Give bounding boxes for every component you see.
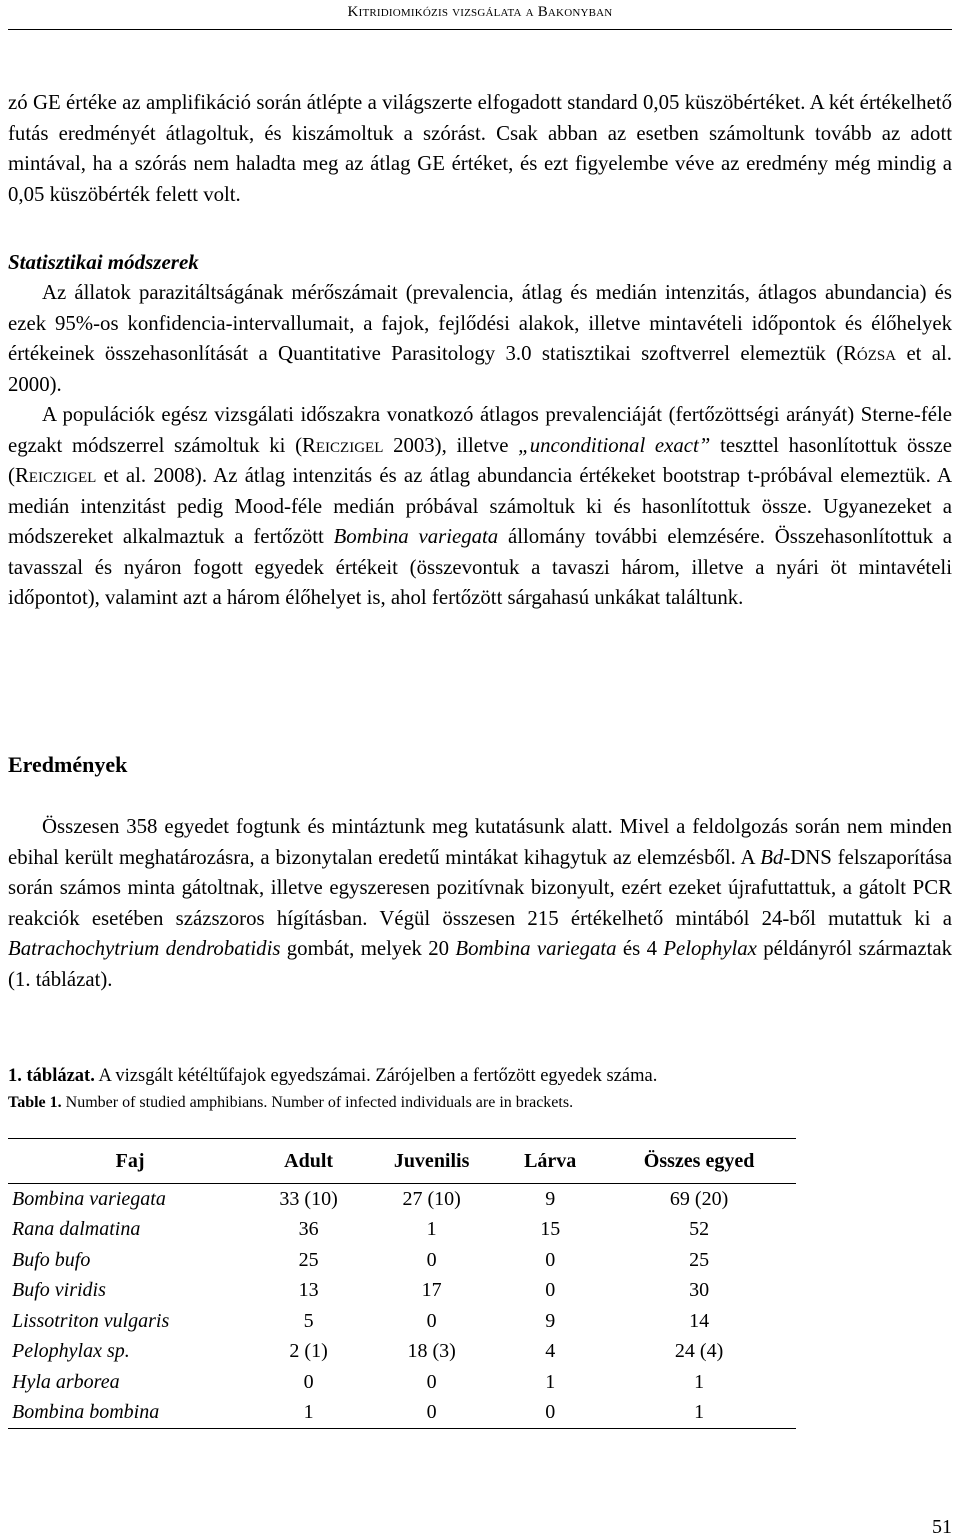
cell-total: 69 (20): [669, 1187, 729, 1210]
stats-heading: Statisztikai módszerek: [8, 250, 199, 274]
cell-juvenilis: 0: [365, 1398, 498, 1429]
cell-adult: 2 (1): [289, 1340, 328, 1363]
cell-larva: 0: [545, 1248, 556, 1271]
table-row: [8, 1245, 796, 1276]
table-row: [8, 1398, 796, 1429]
cell-species: Rana dalmatina: [12, 1218, 141, 1241]
term-unconditional-exact: „unconditional exact”: [518, 433, 711, 457]
cell-species: Lissotriton vulgaris: [12, 1309, 170, 1332]
results-text-c: gombát, melyek 20: [280, 937, 456, 960]
author-reiczigel-1: Reiczigel: [302, 433, 384, 457]
results-text-d: és 4: [616, 937, 664, 960]
cell-adult: 5: [303, 1309, 314, 1332]
species-bombina-variegata-2: Bombina variegata: [455, 937, 617, 960]
cell-total: 30: [689, 1279, 710, 1302]
cell-adult: 1: [252, 1398, 365, 1429]
header-faj: Faj: [8, 1139, 252, 1184]
results-heading: Eredmények: [8, 752, 128, 777]
cell-juvenilis: 18 (3): [407, 1340, 456, 1363]
cell-total: 24 (4): [674, 1340, 724, 1363]
species-bombina-variegata: Bombina variegata: [333, 525, 499, 548]
author-reiczigel-2: Reiczigel: [14, 464, 97, 487]
cell-juvenilis: 27 (10): [402, 1187, 461, 1210]
table-caption-en-text: Number of studied amphibians. Number of infected individuals are in brackets.: [61, 1094, 574, 1111]
header-adult: Adult: [252, 1139, 365, 1184]
cell-larva: 9: [545, 1187, 556, 1210]
cell-larva: 1: [545, 1370, 556, 1393]
header-osszes: Összes egyed: [602, 1139, 796, 1184]
table-caption-hu: [8, 1066, 657, 1087]
stats-p1-text: Az állatok parazitáltságának mérőszámait (prevalencia, átlag és medián intenzitás, átlagos abundancia) és ezek 95%-os konfidencia-intervallumait, a fajok, fejlődési alakok, illetve mintavételi időpontok és élőhelyek értékeinek összehasonlítását a Quantitative Parasitology 3.0 statisztikai szoftverrel elemeztük (: [8, 281, 952, 365]
stats-p2-text-a: A populációk egész vizsgálati időszakra vonatkozó átlagos prevalenciáját (fertőzöttségi arányát) Sterne-féle egzakt módszerrel számoltuk ki (: [8, 403, 952, 457]
cell-larva: 15: [540, 1218, 561, 1241]
term-bd: Bd: [760, 845, 784, 869]
cell-larva: 0: [545, 1279, 556, 1302]
cell-larva: 4: [545, 1340, 556, 1363]
results-text-e: példányról származtak (1. táblázat).: [8, 937, 953, 991]
table-row: [8, 1367, 796, 1398]
cell-total: 14: [689, 1309, 710, 1332]
species-pelophylax: Pelophylax: [663, 937, 757, 960]
header-larva: Lárva: [498, 1139, 602, 1184]
cell-species: Bombina variegata: [12, 1187, 166, 1210]
stats-p2-text-d: et al. 2008). Az átlag intenzitás és az átlag abundancia értékeket bootstrap t-próbával elemeztük. A medián intenzitást pedig Mood-féle medián próbával számoltuk ki és hasonlítottuk össze. Ugyanezeket a módszereket alkalmaztuk a fertőzött: [8, 464, 952, 548]
cell-adult: 25: [298, 1248, 319, 1271]
page-number: 51: [932, 1516, 952, 1538]
cell-total: 1: [694, 1370, 705, 1393]
cell-adult: 33 (10): [279, 1187, 338, 1210]
table-row: [8, 1215, 796, 1246]
cell-species: Bufo bufo: [12, 1248, 91, 1271]
table-row: [8, 1184, 796, 1215]
table-row: [8, 1337, 796, 1368]
stats-p2-text-e: állomány további elemzésére. Összehasonlítottuk a tavasszal és nyáron fogott egyedek értékeit (összevontuk a tavaszi három, illetve a nyári öt mintavételi időpontot), valamint azt a három élőhelyet is, ahol fertőzött sárgahasú unkákat találtunk.: [8, 525, 953, 609]
cell-total: 25: [689, 1248, 710, 1271]
table-row: [8, 1276, 796, 1307]
table-caption-en-label: Table 1.: [8, 1094, 62, 1111]
table-header-row: [8, 1139, 796, 1184]
cell-species: Hyla arborea: [12, 1370, 120, 1393]
header-divider: [8, 29, 952, 30]
cell-total: 1: [602, 1398, 796, 1429]
stats-paragraph-1: [8, 278, 952, 400]
cell-adult: 36: [298, 1218, 319, 1241]
cell-larva: 9: [545, 1309, 556, 1332]
cell-species: Pelophylax sp.: [12, 1340, 130, 1363]
stats-p2-text-b: 2003), illetve: [383, 433, 519, 457]
running-header: Kitridiomikózis vizsgálata a Bakonyban: [347, 4, 613, 20]
table-caption-en: [8, 1094, 573, 1112]
stats-p1-tail: et al. 2000).: [8, 342, 952, 396]
stats-paragraph-2: [8, 400, 952, 614]
intro-text: zó GE értéke az amplifikáció során átlépte a világszerte elfogadott standard 0,05 küszöbértéket. A két értékelhető futás eredményét átlagoltuk, és kiszámoltuk a szórást. Csak abban az esetben számoltunk tovább az adott mintával, ha a szórás nem haladta meg az átlag GE értéket, és ezt figyelembe véve az eredmény még mindig a 0,05 küszöbérték felett volt.: [8, 91, 952, 206]
cell-juvenilis: 0: [426, 1309, 437, 1332]
table-caption-hu-label: 1. táblázat.: [8, 1066, 95, 1086]
table-caption-hu-text: A vizsgált kétéltűfajok egyedszámai. Zárójelben a fertőzött egyedek száma.: [94, 1066, 658, 1086]
cell-adult: 13: [298, 1279, 319, 1302]
results-paragraph: [8, 812, 952, 995]
cell-juvenilis: 1: [426, 1218, 437, 1241]
stats-p2-text-c: teszttel hasonlítottuk össze (: [8, 433, 952, 487]
table-row: [8, 1306, 796, 1337]
species-batrachochytrium: Batrachochytrium dendrobatidis: [8, 937, 281, 960]
cell-adult: 0: [303, 1370, 314, 1393]
header-juvenilis: Juvenilis: [365, 1139, 498, 1184]
cell-total: 52: [689, 1218, 710, 1241]
results-text-a: Összesen 358 egyedet fogtunk és mintáztunk meg kutatásunk alatt. Mivel a feldolgozás során nem minden ebihal került meghatározásra, a bizonytalan eredetű mintákat kihagytuk az elemzésből. A: [8, 815, 952, 869]
author-rozsa: Rózsa: [843, 342, 897, 365]
cell-species: Bufo viridis: [12, 1279, 106, 1302]
results-text-b: -DNS felszaporítása során számos minta gátoltnak, illetve egyszeresen pozitívnak bizonyult, ezért ezeket újrafuttattuk, a gátolt PCR reakciók esetében százszoros hígításban. Végül összesen 215 értékelhető mintából 24-ből mutattuk ki a: [8, 845, 952, 930]
amphibian-table: [8, 1138, 796, 1429]
intro-paragraph: [8, 88, 952, 210]
cell-juvenilis: 0: [426, 1370, 437, 1393]
cell-juvenilis: 0: [426, 1248, 437, 1271]
cell-juvenilis: 17: [421, 1279, 442, 1302]
cell-species: Bombina bombina: [8, 1398, 252, 1429]
cell-larva: 0: [498, 1398, 602, 1429]
